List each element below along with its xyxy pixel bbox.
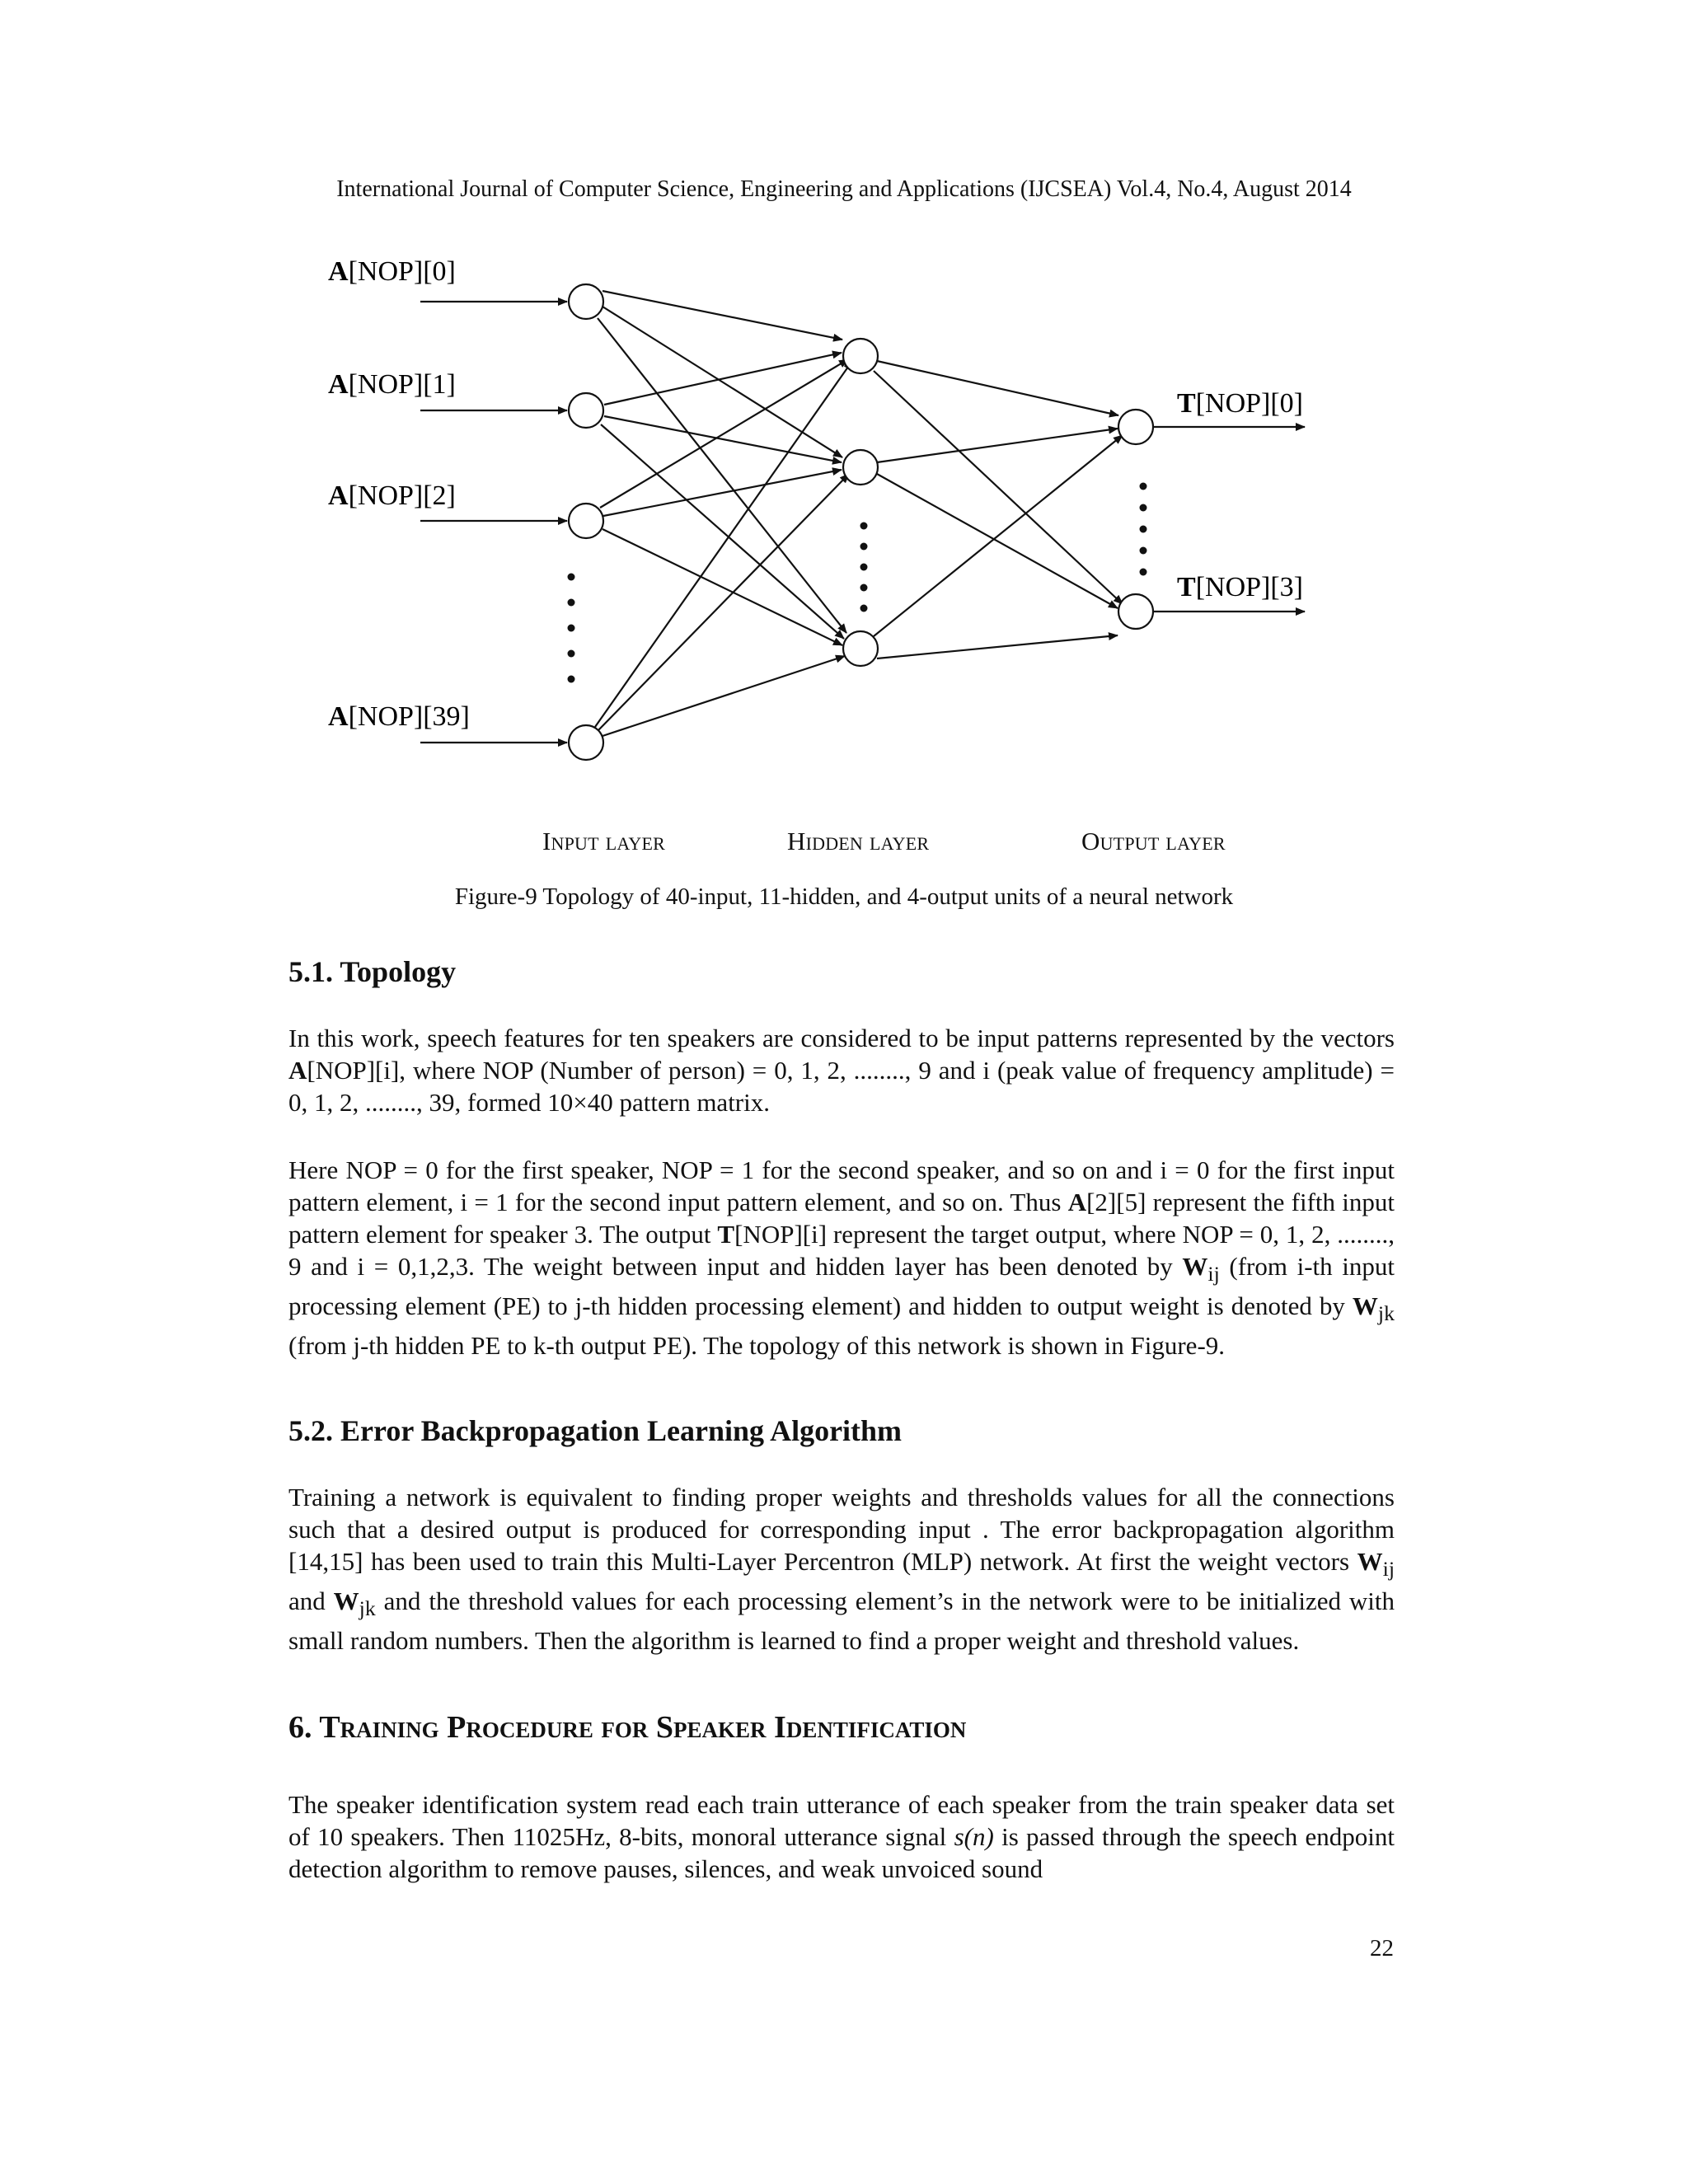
- hidden-neuron-1: [843, 450, 878, 485]
- input-label-0: A[NOP][0]: [328, 256, 456, 287]
- edge-i1-h0: [604, 353, 842, 405]
- output-neuron-3: [1118, 594, 1153, 629]
- layer-labels: [0, 827, 1688, 860]
- edge-h1-o3: [877, 474, 1118, 608]
- input-neuron-0: [569, 284, 603, 319]
- network-topology-figure: [0, 239, 1688, 816]
- edge-h1-o0: [877, 429, 1118, 462]
- topology-paragraph-1: In this work, speech features for ten speakers are considered to be input patterns represented by the vectors A[NOP][i], where NOP (Number of person) = 0, 1, 2, ........, 9 and i (peak value of frequency amplitude) = 0, 1, 2, ........, 39, formed 10×40 pattern matrix.: [288, 1024, 1395, 1117]
- edge-h10-o0: [874, 435, 1123, 636]
- input-label-39: A[NOP][39]: [328, 701, 470, 732]
- output-neuron-0: [1118, 410, 1153, 444]
- edge-h0-o3: [874, 371, 1123, 604]
- hidden-layer-label: Hidden layer: [787, 827, 930, 855]
- edge-i2-h0: [600, 359, 848, 508]
- edge-i39-h1: [598, 474, 849, 730]
- input-label-1: A[NOP][1]: [328, 369, 456, 400]
- edge-i0-h0: [603, 291, 842, 340]
- input-neuron-39: [569, 725, 603, 760]
- section-heading-topology: 5.1. Topology: [288, 955, 457, 988]
- hidden-neuron-0: [843, 339, 878, 373]
- edge-h10-o3: [877, 635, 1118, 658]
- input-ellipsis-dots: [568, 574, 575, 683]
- topology-paragraph-2: Here NOP = 0 for the first speaker, NOP = 1 for the second speaker, and so on and i = 0 for the first input pattern element, i = 1 for the second input pattern element, and so on. Thus A[2][5] represent the fifth input pattern element for speaker 3. The output T[NOP][i] represent the target output, where NOP = 0, 1, 2, ........, 9 and i = 0,1,2,3. The weight between input and hidden layer has been denoted by $W_{ij}$ (from i-th input processing element (PE) to j-th hidden processing element) and hidden to output weight is denoted by $W_{jk}$ (from j-th hidden PE to k-th output PE). The topology of this network is shown in Figure-9.: [288, 1155, 1395, 1361]
- output-label-0: T[NOP][0]: [1177, 388, 1303, 419]
- output-ellipsis-dots: [1140, 483, 1147, 576]
- hidden-ellipsis-dots: [860, 523, 868, 612]
- input-neuron-1: [569, 393, 603, 428]
- running-header: International Journal of Computer Science, Engineering and Applications (IJCSEA) Vol.4, No.4, August 2014: [336, 176, 1352, 202]
- section-heading-backprop: 5.2. Error Backpropagation Learning Algorithm: [288, 1414, 903, 1447]
- hidden-neuron-10: [843, 631, 878, 666]
- section-heading-training-procedure: 6. Training Procedure for Speaker Identification: [288, 1710, 967, 1745]
- figure-caption: Figure-9 Topology of 40-input, 11-hidden, and 4-output units of a neural network: [454, 883, 1234, 910]
- edge-i1-h1: [604, 416, 842, 462]
- training-procedure-paragraph: The speaker identification system read each train utterance of each speaker from the train speaker data set of 10 speakers. Then 11025Hz, 8-bits, monoral utterance signal s(n) is passed through the speech endpoint detection algorithm to remove pauses, silences, and weak unvoiced sound: [288, 1790, 1395, 1883]
- edge-i39-h10: [603, 656, 845, 736]
- output-label-3: T[NOP][3]: [1177, 572, 1303, 602]
- input-label-2: A[NOP][2]: [328, 480, 456, 511]
- output-layer-label: Output layer: [1081, 827, 1226, 855]
- backprop-paragraph: Training a network is equivalent to finding proper weights and thresholds values for all the connections such that a desired output is produced for corresponding input . The error backpropagation algorithm [14,15] has been used to train this Multi-Layer Percentron (MLP) network. At first the weight vectors $W_{ij}$ and $W_{jk}$ and the threshold values for each processing element’s in the network were to be initialized with small random numbers. Then the algorithm is learned to find a proper weight and threshold values.: [288, 1483, 1395, 1656]
- input-neuron-2: [569, 504, 603, 538]
- input-layer-label: Input layer: [542, 827, 666, 855]
- page-number: 22: [1370, 1935, 1394, 1961]
